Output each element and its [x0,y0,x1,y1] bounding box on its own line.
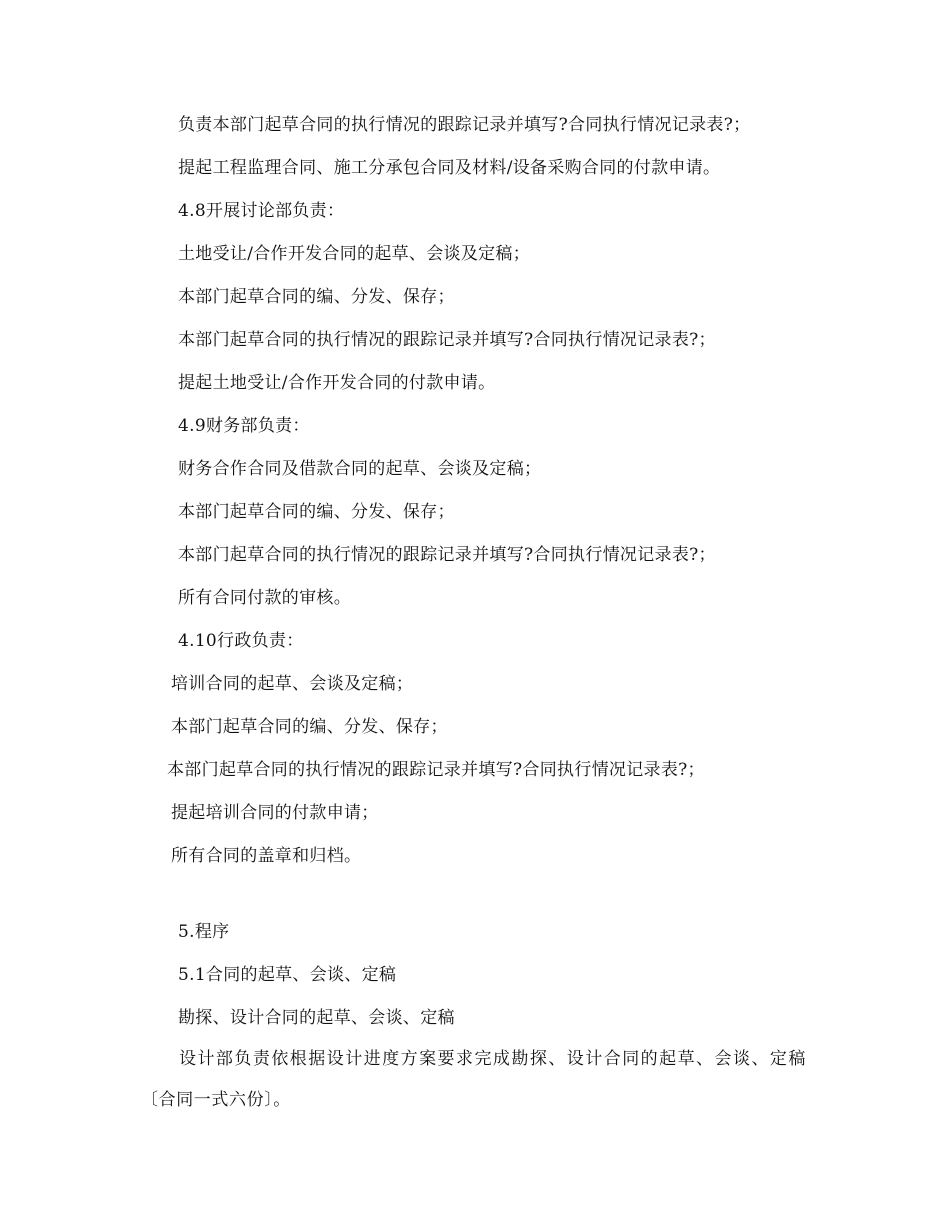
text-line: 负责本部门起草合同的执行情况的跟踪记录并填写?合同执行情况记录表?； [178,115,751,135]
text-line: 所有合同的盖章和归档。 [171,846,362,866]
text-line: 本部门起草合同的执行情况的跟踪记录并填写?合同执行情况记录表?； [178,330,716,350]
section-heading: 4.10行政负责： [178,631,304,651]
text-line: 勘探、设计合同的起草、会谈、定稿 [178,1008,455,1028]
section-heading: 4.8开展讨论部负责： [178,201,345,221]
section-heading: 5.1合同的起草、会谈、定稿 [178,965,397,985]
text-line: 本部门起草合同的执行情况的跟踪记录并填写?合同执行情况记录表?； [178,545,716,565]
text-line: 提起培训合同的付款申请； [171,803,379,823]
section-heading: 5.程序 [178,922,230,942]
body-paragraph: 设计部负责依根据设计进度方案要求完成勘探、设计合同的起草、会谈、定稿〔合同一式六份〕。 [141,1049,806,1110]
text-line: 本部门起草合同的编、分发、保存； [171,717,448,737]
text-line: 本部门起草合同的执行情况的跟踪记录并填写?合同执行情况记录表?； [167,760,705,780]
text-line: 财务合作合同及借款合同的起草、会谈及定稿； [178,459,542,479]
section-heading: 4.9财务部负责： [178,416,310,436]
text-line: 本部门起草合同的编、分发、保存； [178,502,455,522]
text-line: 提起土地受让/合作开发合同的付款申请。 [178,373,496,393]
text-line: 提起工程监理合同、施工分承包合同及材料/设备采购合同的付款申请。 [178,158,721,178]
text-line: 本部门起草合同的编、分发、保存； [178,287,455,307]
text-line: 土地受让/合作开发合同的起草、会谈及定稿； [178,244,531,264]
text-line: 培训合同的起草、会谈及定稿； [171,674,414,694]
text-line: 所有合同付款的审核。 [178,588,351,608]
